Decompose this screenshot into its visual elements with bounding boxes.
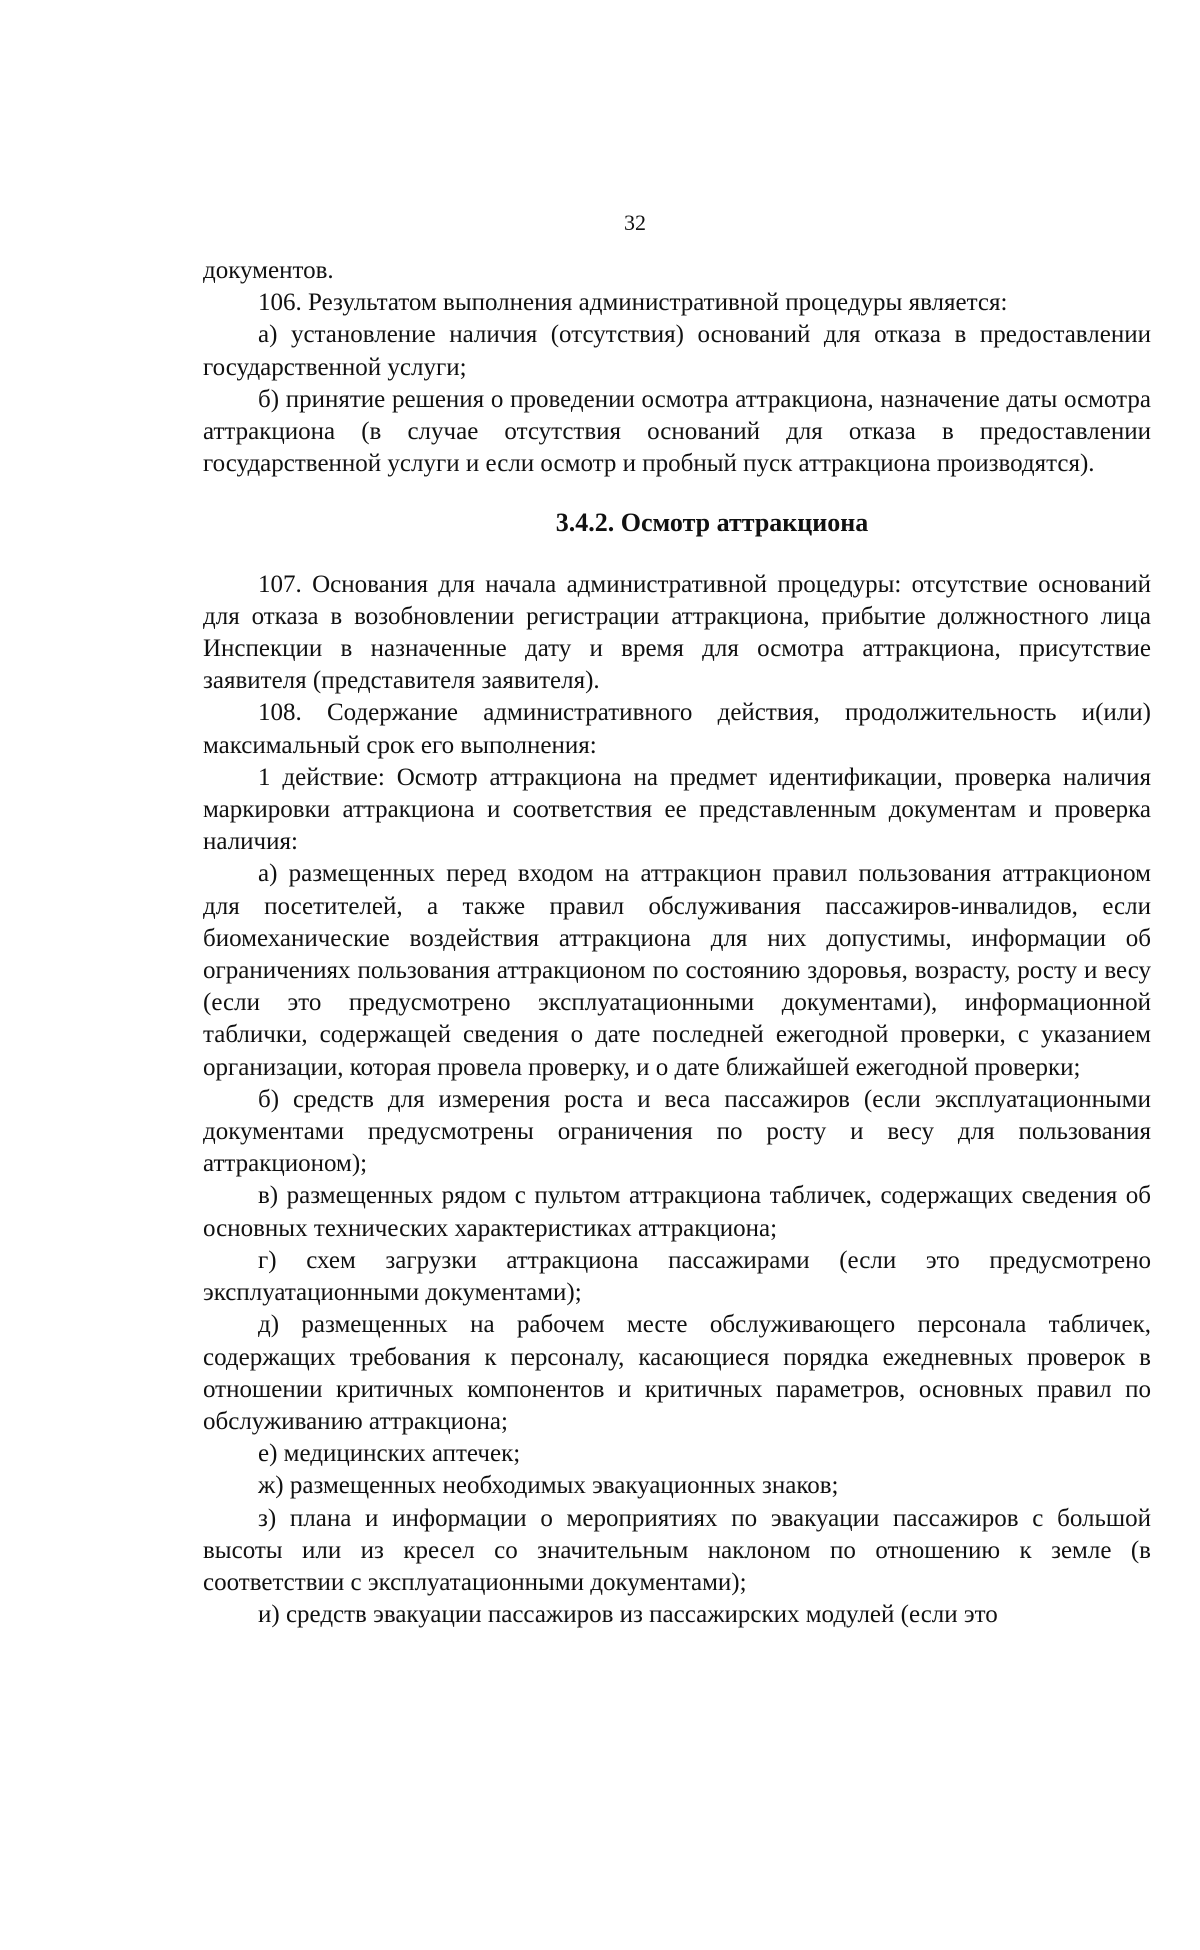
section-heading: 3.4.2. Осмотр аттракциона xyxy=(555,508,869,538)
list-item-b: б) средств для измерения роста и веса пассажиров (если эксплуатационными документами предусмотрены ограничения по росту и весу для пользования аттракционом); xyxy=(203,1085,1151,1178)
paragraph-106-b: б) принятие решения о проведении осмотра аттракциона, назначение даты осмотра аттракциона (в случае отсутствия оснований для отказа в предоставлении государственной услуги и если осмотр и пробный пуск аттракциона производятся). xyxy=(203,385,1151,478)
list-item-g: г) схем загрузки аттракциона пассажирами (если это предусмотрено эксплуатационными документами); xyxy=(203,1246,1151,1307)
list-item-z: з) плана и информации о мероприятиях по эвакуации пассажиров с большой высоты или из кресел со значительным наклоном по отношению к земле (в соответствии с эксплуатационными документами); xyxy=(203,1504,1151,1596)
list-item-a: а) размещенных перед входом на аттракцион правил пользования аттракционом для посетителей, а также правил обслуживания пассажиров-инвалидов, если биомеханические воздействия аттракциона для них допустимы, информации об ограничениях пользования аттракционом по состоянию здоровья, возрасту, росту и весу (если это предусмотрено эксплуатационными документами), информационной таблички, содержащей сведения о дате последней ежегодной проверки, с указанием организации, которая провела проверку, и о дате ближайшей ежегодной проверки; xyxy=(203,860,1151,1081)
paragraph-continuation: документов. xyxy=(203,257,334,284)
paragraph-action-1: 1 действие: Осмотр аттракциона на предмет идентификации, проверка наличия маркировки аттракциона и соответствия ее представленным документам и проверка наличия: xyxy=(203,763,1151,856)
paragraph-108: 108. Содержание административного действия, продолжительность и(или) максимальный срок его выполнения: xyxy=(203,699,1151,759)
paragraph-106: 106. Результатом выполнения административной процедуры является: xyxy=(258,289,1008,317)
page-number: 32 xyxy=(624,210,646,235)
list-item-zh: ж) размещенных необходимых эвакуационных знаков; xyxy=(258,1472,839,1500)
list-item-e: е) медицинских аптечек; xyxy=(258,1440,521,1468)
list-item-d: д) размещенных на рабочем месте обслуживающего персонала табличек, содержащих требования к персоналу, касающиеся порядка ежедневных проверок в отношении критичных компонентов и критичных параметров, основных правил по обслуживанию аттракциона; xyxy=(203,1311,1151,1435)
paragraph-107: 107. Основания для начала административной процедуры: отсутствие оснований для отказа в возобновлении регистрации аттракциона, прибытие должностного лица Инспекции в назначенные дату и время для осмотра аттракциона, присутствие заявителя (представителя заявителя). xyxy=(203,570,1151,695)
paragraph-106-a: а) установление наличия (отсутствия) оснований для отказа в предоставлении государственной услуги; xyxy=(203,321,1151,381)
list-item-v: в) размещенных рядом с пультом аттракциона табличек, содержащих сведения об основных технических характеристиках аттракциона; xyxy=(203,1182,1151,1242)
list-item-i: и) средств эвакуации пассажиров из пассажирских модулей (если это xyxy=(258,1601,998,1629)
document-body xyxy=(203,255,1151,1631)
